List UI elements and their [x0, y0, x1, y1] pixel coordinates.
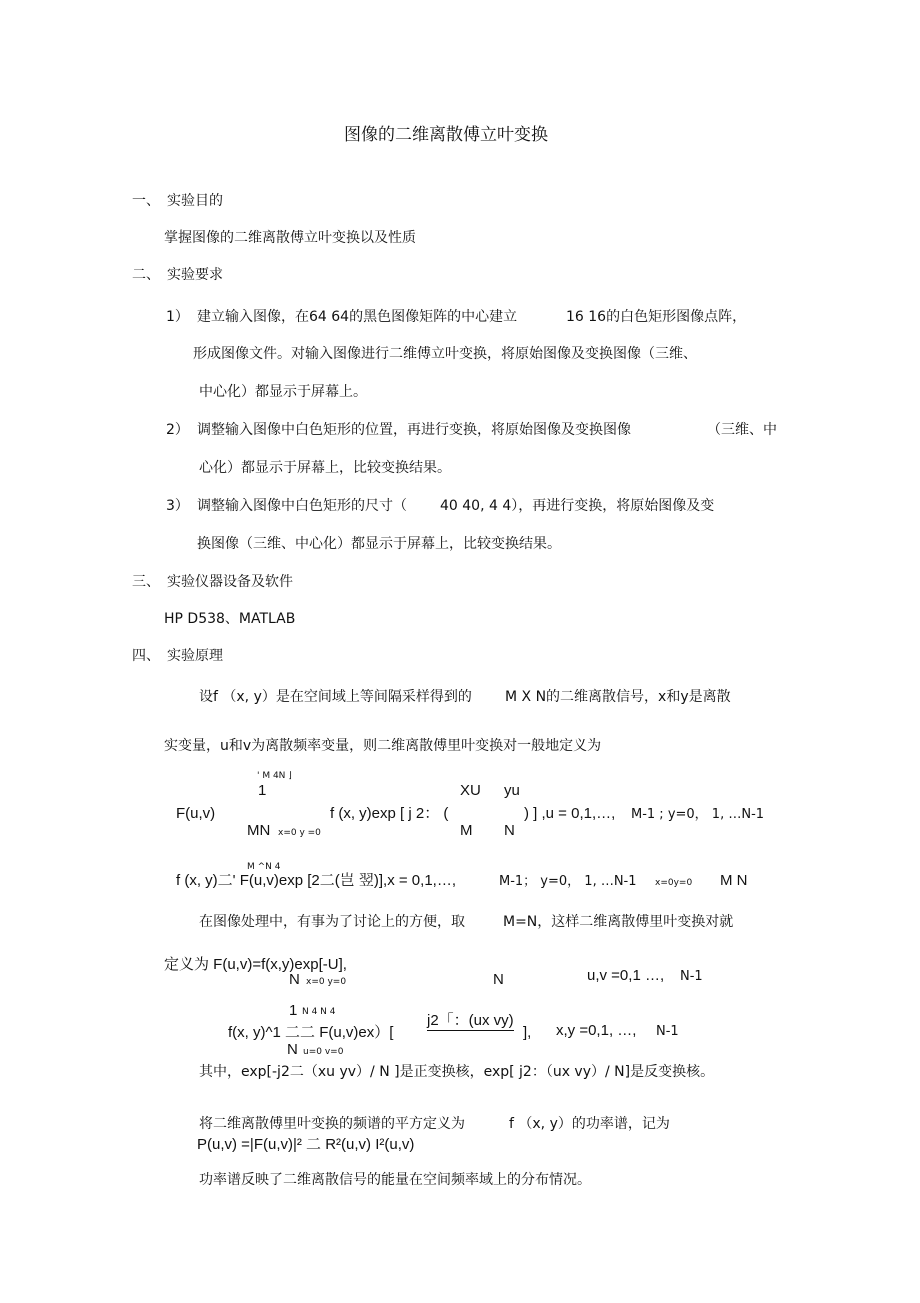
section-1-number: 一、 — [132, 193, 160, 209]
principle-paragraph-5a: 将二维离散傅里叶变换的频谱的平方定义为 — [199, 1116, 465, 1132]
eq2-body: f (x, y)二' F(u,v)exp [2二(岂 翌)],x = 0,1,…, — [176, 872, 456, 889]
eq1-body: f (x, y)exp [ j 2： ( — [330, 805, 449, 822]
eq1-xu: XU — [460, 782, 481, 799]
section-2-number: 二、 — [132, 267, 160, 283]
eq2-superscript: M ^N 4 — [247, 862, 281, 872]
requirement-2-number: 2） — [166, 422, 189, 438]
eq2-range: M-1； y=0， 1, …N-1 — [499, 874, 637, 889]
eq3-summation-limits: x=0 y=0 — [306, 977, 347, 987]
eq3-denominator-n: N — [493, 971, 504, 988]
eq4-superscript: N 4 N 4 — [302, 1007, 336, 1017]
principle-paragraph-5b: f （x, y）的功率谱，记为 — [509, 1116, 670, 1132]
requirement-3-line1a: 调整输入图像中白色矩形的尺寸（ — [197, 498, 407, 514]
section-1-heading: 实验目的 — [167, 193, 223, 209]
requirement-1-number: 1） — [166, 309, 189, 325]
section-4-number: 四、 — [132, 648, 160, 664]
eq2-mn: M N — [720, 872, 748, 889]
eq3-range: u,v =0,1 …, — [587, 967, 665, 984]
section-3-heading: 实验仪器设备及软件 — [167, 574, 293, 590]
principle-paragraph-2: 实变量，u和v为离散频率变量，则二维离散傅里叶变换对一般地定义为 — [164, 738, 602, 754]
principle-paragraph-3b: M=N，这样二维离散傅里叶变换对就 — [503, 914, 734, 930]
eq3-body: 定义为 F(u,v)=f(x,y)exp[-U], — [164, 956, 347, 973]
eq1-numerator-one: 1 — [258, 782, 267, 799]
eq1-lhs: F(u,v) — [176, 805, 216, 822]
section-3-number: 三、 — [132, 574, 160, 590]
principle-paragraph-1b: M X N的二维离散信号，x和y是离散 — [505, 689, 731, 705]
eq3-range-small: N-1 — [680, 969, 703, 984]
principle-paragraph-1a: 设f （x, y）是在空间域上等间隔采样得到的 — [199, 689, 472, 705]
eq1-range: ) ] ,u = 0,1,…, — [524, 805, 616, 822]
eq4-close: ], — [523, 1024, 532, 1041]
eq4-range: x,y =0,1, …, — [556, 1022, 637, 1039]
page-title: 图像的二维离散傅立叶变换 — [344, 125, 548, 145]
eq1-mn: MN — [247, 822, 271, 839]
principle-paragraph-3a: 在图像处理中，有事为了讨论上的方便，取 — [199, 914, 465, 930]
eq3-n: N — [289, 971, 300, 988]
eq4-body: f(x, y)^1 二二 F(u,v)ex）[ — [228, 1024, 394, 1041]
eq4-summation-limits: u=0 v=0 — [303, 1047, 344, 1057]
requirement-3-number: 3） — [166, 498, 189, 514]
eq1-denominator-n: N — [504, 822, 515, 839]
eq1-denominator-m: M — [460, 822, 473, 839]
power-spectrum-equation: P(u,v) =|F(u,v)|² 二 R²(u,v) I²(u,v) — [197, 1136, 415, 1153]
requirement-1-line2: 形成图像文件。对输入图像进行二维傅立叶变换，将原始图像及变换图像（三维、 — [193, 346, 697, 362]
requirement-2-line1b: （三维、中 — [707, 422, 777, 438]
eq4-range-small: N-1 — [656, 1024, 679, 1039]
requirement-3-line1b: 40 40, 4 4），再进行变换，将原始图像及变 — [440, 498, 715, 514]
eq1-yu: yu — [504, 782, 520, 799]
requirement-2-line2: 心化）都显示于屏幕上，比较变换结果。 — [199, 460, 451, 476]
section-3-body: HP D538、MATLAB — [164, 611, 296, 627]
requirement-3-line2: 换图像（三维、中心化）都显示于屏幕上，比较变换结果。 — [197, 536, 561, 552]
eq4-numerator-one: 1 — [289, 1002, 298, 1019]
requirement-2-line1a: 调整输入图像中白色矩形的位置，再进行变换，将原始图像及变换图像 — [197, 422, 631, 438]
requirement-1-line3: 中心化）都显示于屏幕上。 — [199, 384, 367, 400]
section-1-body: 掌握图像的二维离散傅立叶变换以及性质 — [164, 230, 416, 246]
requirement-1-line1a: 建立输入图像，在64 64的黑色图像矩阵的中心建立 — [197, 309, 518, 325]
principle-paragraph-4: 其中，exp[-j2二（xu yv）/ N ]是正变换核，exp[ j2：（ux vy）/ N]是反变换核。 — [199, 1064, 715, 1080]
eq4-n: N — [287, 1041, 298, 1058]
eq1-superscript: ' M 4N ⌋ — [257, 771, 292, 781]
section-2-heading: 实验要求 — [167, 267, 223, 283]
eq4-fraction-numerator: j2「：(ux vy) — [427, 1012, 514, 1029]
section-4-heading: 实验原理 — [167, 648, 223, 664]
eq1-summation-limits: x=0 y =0 — [278, 828, 321, 838]
requirement-1-line1b: 16 16的白色矩形图像点阵， — [566, 309, 747, 325]
principle-paragraph-6: 功率谱反映了二维离散信号的能量在空间频率域上的分布情况。 — [199, 1172, 591, 1188]
eq1-range-small: M-1 ; y=0， 1, …N-1 — [631, 807, 765, 822]
eq2-summation-limits: x=0y=0 — [655, 878, 693, 888]
